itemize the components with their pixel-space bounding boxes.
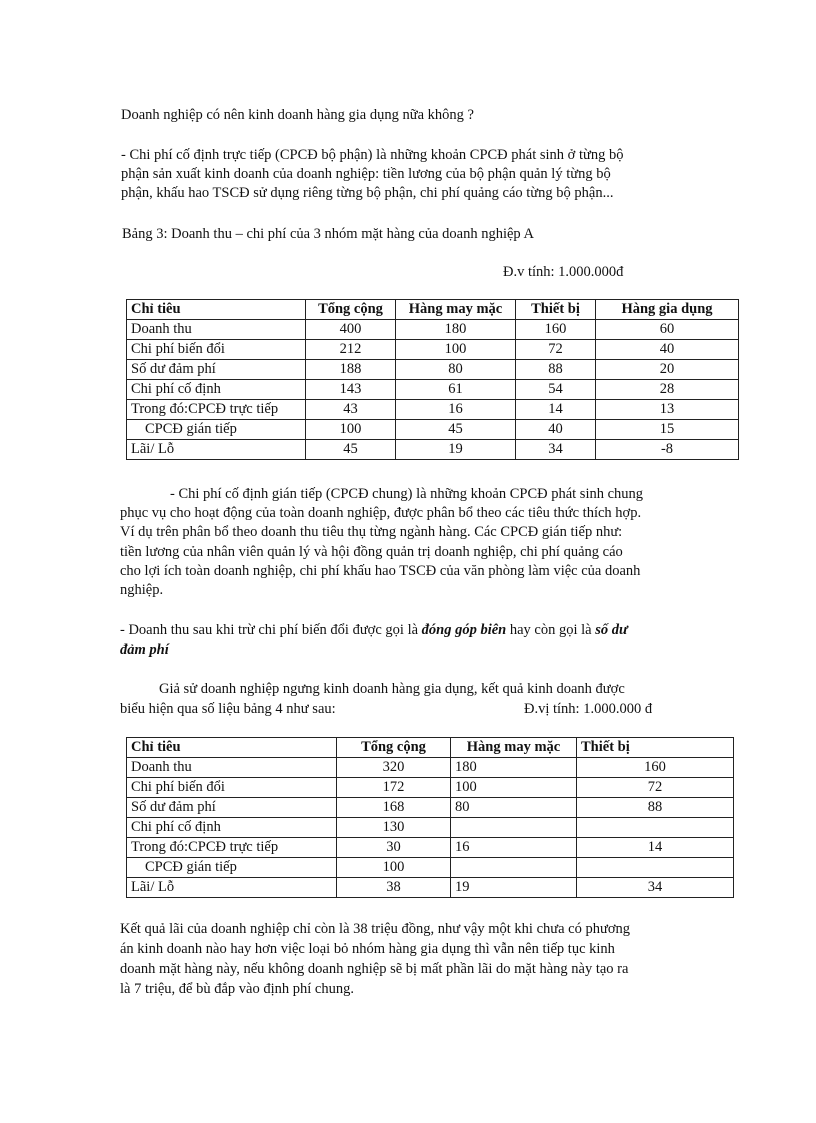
cell: 14 [577,838,734,858]
cell: 19 [451,878,577,898]
row-label: Số dư đảm phí [127,798,337,818]
table-row [127,838,734,858]
table-row [127,420,739,440]
cell: 400 [306,320,396,340]
table3 [126,299,739,460]
direct-cost-line-2: phận sản xuất kinh doanh của doanh nghiệp: tiền lương của bộ phận quản lý từng bộ [121,166,611,182]
cell: 100 [396,340,516,360]
cell: 168 [337,798,451,818]
cell: 45 [306,440,396,460]
cell: 88 [516,360,596,380]
cell: 72 [516,340,596,360]
cell: 38 [337,878,451,898]
cell: 14 [516,400,596,420]
cell: 100 [337,858,451,878]
table3-header-row [127,300,739,320]
cell: 45 [396,420,516,440]
cell: 16 [451,838,577,858]
table-row [127,758,734,778]
table4-header: Chỉ tiêu [127,738,337,758]
table3-header: Thiết bị [516,300,596,320]
table-row [127,380,739,400]
cell: -8 [596,440,739,460]
table-row [127,858,734,878]
cell: 15 [596,420,739,440]
cell: 100 [451,778,577,798]
indirect-cost-line-2: phục vụ cho hoạt động của toàn doanh nghiệp, được phân bổ theo các tiêu thức thích hợp. [120,505,642,521]
scenario-line-1: Giả sử doanh nghiệp ngưng kinh doanh hàng gia dụng, kết quả kinh doanh được [159,681,625,697]
row-label: Doanh thu [127,758,337,778]
table-row [127,440,739,460]
table4-header: Hàng may mặc [451,738,577,758]
row-label: Chi phí cố định [127,380,306,400]
row-label: Lãi/ Lỗ [127,440,306,460]
table3-header: Hàng gia dụng [596,300,739,320]
direct-cost-line-3: phận, khấu hao TSCĐ sử dụng riêng từng bộ phận, chi phí quảng cáo từng bộ phận... [121,185,614,201]
direct-cost-line-1: - Chi phí cố định trực tiếp (CPCĐ bộ phận) là những khoản CPCĐ phát sinh ở từng bộ [121,147,624,163]
conclusion-line-3: doanh mặt hàng này, nếu không doanh nghiệp sẽ bị mất phần lãi do mặt hàng này tạo ra [120,961,629,977]
cell: 13 [596,400,739,420]
table4-header: Tổng cộng [337,738,451,758]
cell: 180 [396,320,516,340]
conclusion-line-4: là 7 triệu, để bù đắp vào định phí chung. [120,981,354,997]
table-row [127,778,734,798]
cell: 34 [577,878,734,898]
cell: 80 [451,798,577,818]
cell: 40 [516,420,596,440]
table-row [127,878,734,898]
row-label: Chi phí cố định [127,818,337,838]
cell: 19 [396,440,516,460]
row-label: Doanh thu [127,320,306,340]
table3-unit: Đ.v tính: 1.000.000đ [503,264,624,280]
cell: 43 [306,400,396,420]
row-label: Trong đó:CPCĐ trực tiếp [127,838,337,858]
indirect-cost-line-1: - Chi phí cố định gián tiếp (CPCĐ chung) là những khoản CPCĐ phát sinh chung [170,486,644,502]
cell: 61 [396,380,516,400]
table-row [127,798,734,818]
row-label: Lãi/ Lỗ [127,878,337,898]
cell: 34 [516,440,596,460]
row-label: CPCĐ gián tiếp [127,858,337,878]
contribution-margin-line [120,623,628,638]
cell: 60 [596,320,739,340]
row-label: Chi phí biến đổi [127,340,306,360]
cell [577,818,734,838]
cell: 40 [596,340,739,360]
cell: 160 [516,320,596,340]
cell: 16 [396,400,516,420]
cell: 130 [337,818,451,838]
contribution-text: - Doanh thu sau khi trừ chi phí biến đổi được gọi là [120,622,422,638]
term-dong-gop-bien: đóng góp biên [421,622,507,638]
cell: 143 [306,380,396,400]
cell [451,818,577,838]
table4-header: Thiết bị [577,738,734,758]
table3-header: Tổng cộng [306,300,396,320]
cell: 160 [577,758,734,778]
table-row [127,340,739,360]
table3-header: Hàng may mặc [396,300,516,320]
cell: 80 [396,360,516,380]
row-label: Số dư đảm phí [127,360,306,380]
cell: 320 [337,758,451,778]
cell: 188 [306,360,396,380]
cell [451,858,577,878]
cell: 72 [577,778,734,798]
cell: 180 [451,758,577,778]
indirect-cost-line-5: cho lợi ích toàn doanh nghiệp, chi phí khấu hao TSCĐ của văn phòng làm việc của doanh [120,563,641,579]
row-label: CPCĐ gián tiếp [127,420,306,440]
table3-caption: Bảng 3: Doanh thu – chi phí của 3 nhóm mặt hàng của doanh nghiệp A [122,226,534,242]
contribution-text-mid: hay còn gọi là [506,622,596,638]
indirect-cost-line-3: Ví dụ trên phân bổ theo doanh thu tiêu thụ từng ngành hàng. Các CPCĐ gián tiếp như: [120,524,623,540]
cell: 20 [596,360,739,380]
table4-unit: Đ.vị tính: 1.000.000 đ [524,701,653,717]
cell [577,858,734,878]
indirect-cost-line-6: nghiệp. [120,582,164,598]
conclusion-line-2: án kinh doanh nào hay hơn việc loại bỏ nhóm hàng gia dụng thì vẫn nên tiếp tục kinh [120,941,615,957]
conclusion-line-1: Kết quả lãi của doanh nghiệp chỉ còn là 38 triệu đồng, như vậy một khi chưa có phương [120,921,631,937]
term-so-du: số dư [595,622,628,638]
table-row [127,320,739,340]
table-row [127,400,739,420]
term-dam-phi: đảm phí [120,642,169,658]
indirect-cost-line-4: tiền lương của nhân viên quản lý và hội đồng quản trị doanh nghiệp, chi phí quảng cáo [120,544,623,560]
cell: 30 [337,838,451,858]
row-label: Trong đó:CPCĐ trực tiếp [127,400,306,420]
cell: 172 [337,778,451,798]
table3-header: Chỉ tiêu [127,300,306,320]
scenario-line-2: biểu hiện qua số liệu bảng 4 như sau: [120,701,336,717]
cell: 54 [516,380,596,400]
table-row [127,360,739,380]
table4 [126,737,734,898]
cell: 28 [596,380,739,400]
table-row [127,818,734,838]
table4-header-row [127,738,734,758]
cell: 212 [306,340,396,360]
row-label: Chi phí biến đổi [127,778,337,798]
question-line: Doanh nghiệp có nên kinh doanh hàng gia dụng nữa không ? [121,107,474,123]
cell: 88 [577,798,734,818]
cell: 100 [306,420,396,440]
